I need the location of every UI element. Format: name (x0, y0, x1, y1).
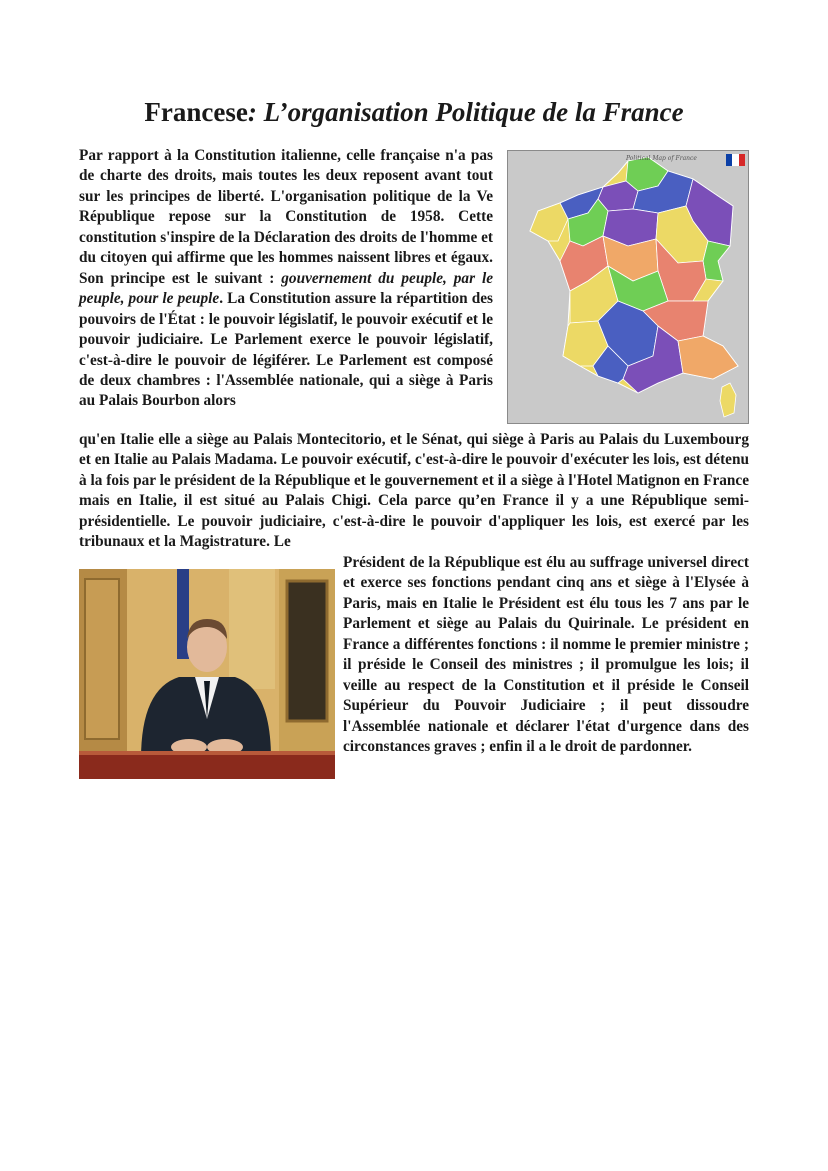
paragraph1-text-a: Par rapport à la Constitution italienne, celle française n'a pas de charte des droits, mais toutes les deux reposent avant tout sur les principes de liberté. L'organisation politique de la Ve République repose sur la Constitution de 1958. Cette constitution s'inspire de la Déclaration des droits de l'homme et du citoyen qui affirme que les hommes naissent libres et égaux. Son principe est le suivant : (79, 147, 493, 287)
paragraph-powers: qu'en Italie elle a siège au Palais Montecitorio, et le Sénat, qui siège à Paris au Palais du Luxembourg et en Italie au Palais Madama. Le pouvoir exécutif, c'est-à-dire le pouvoir d'exécuter les lois, est détenu à la fois par le président de la République et le gouvernement et il a siège à l'Hotel Matignon en France mais en Italie, il est situé au Palais Chigi. Cela parce qu’en France il y a une République semi-présidentielle. Le pouvoir judiciaire, c'est-à-dire le pouvoir d'appliquer les lois, est exercé par les tribunaux et la Magistrature. Le (79, 431, 749, 551)
map-caption: Political Map of France (626, 155, 697, 162)
title-subtitle: : L’organisation Politique de la France (247, 97, 684, 127)
french-flag-icon (726, 154, 745, 166)
title-prefix: Francese (144, 97, 248, 127)
page-title (0, 97, 828, 128)
president-illustration (79, 569, 335, 779)
paragraph1-motto: gouvernement du peuple, par le peuple, pour le peuple (79, 269, 493, 308)
president-photo (79, 569, 335, 779)
map-graphic (508, 151, 748, 423)
paragraph-constitution (79, 146, 493, 412)
paragraph-president: Président de la République est élu au suffrage universel direct et exerce ses fonctions pendant cinq ans et siège à l'Elysée à Paris, mais en Italie le Président est élu tous les 7 ans par le Parlement et siège au Palais du Quirinale. Le président en France a différentes fonctions : il nomme le premier ministre ; il préside le Conseil des ministres ; il promulgue les lois; il veille au respect de la Constitution et il préside le Conseil Supérieur du Pouvoir Judiciaire ; il peut dissoudre l'Assemblée nationale et déclarer l'état d'urgence dans des circonstances graves ; enfin il a le droit de pardonner. (343, 554, 749, 756)
france-regions-map (507, 150, 749, 424)
paragraph1-text-b: . La Constitution assure la répartition des pouvoirs de l'État : le pouvoir législatif, le pouvoir exécutif et le pouvoir judiciaire. Le Parlement exerce le pouvoir législatif, c'est-à-dire le pouvoir de légiférer. Le Parlement est composé de deux chambres : l'Assemblée nationale, qui a siège à Paris au Palais Bourbon alors (79, 290, 493, 410)
